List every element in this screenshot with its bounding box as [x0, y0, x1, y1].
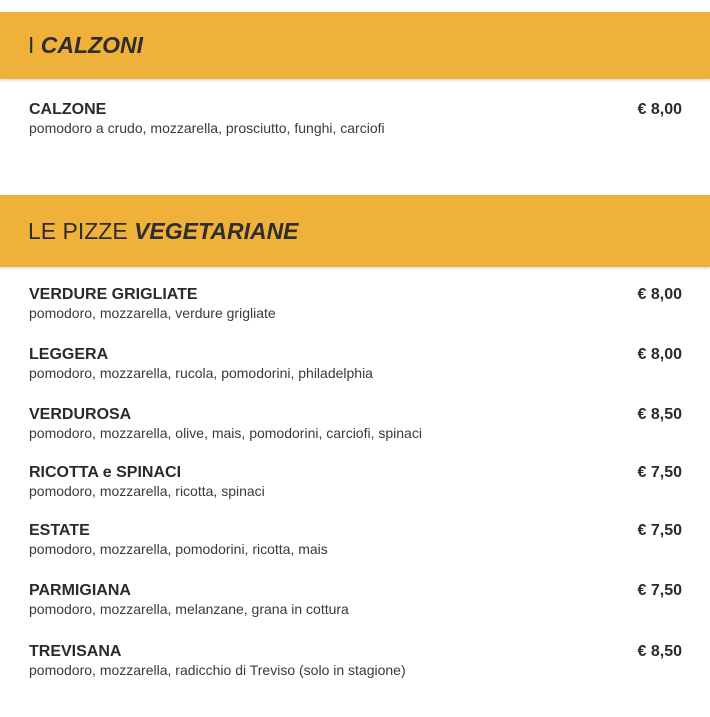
item-price: € 8,00 — [637, 346, 682, 363]
section-title — [28, 218, 299, 245]
item-description: pomodoro, mozzarella, pomodorini, ricotta, mais — [29, 541, 328, 557]
item-description: pomodoro, mozzarella, ricotta, spinaci — [29, 483, 265, 499]
menu-item-trevisana — [29, 642, 682, 679]
item-price: € 7,50 — [637, 582, 682, 599]
item-name: ESTATE — [29, 522, 90, 539]
item-description: pomodoro, mozzarella, verdure grigliate — [29, 305, 276, 321]
section-header-calzoni — [0, 12, 710, 79]
menu-item-leggera — [29, 345, 682, 382]
item-name: TREVISANA — [29, 643, 122, 660]
item-description: pomodoro, mozzarella, melanzane, grana in cottura — [29, 601, 349, 617]
item-price: € 7,50 — [637, 464, 682, 481]
section-title — [28, 32, 143, 59]
item-description: pomodoro, mozzarella, olive, mais, pomodorini, carciofi, spinaci — [29, 425, 422, 441]
item-description: pomodoro, mozzarella, radicchio di Treviso (solo in stagione) — [29, 662, 406, 678]
item-price: € 8,00 — [637, 286, 682, 303]
menu-item-ricotta-spinaci — [29, 463, 682, 500]
item-name: LEGGERA — [29, 346, 109, 363]
menu-item-parmigiana — [29, 581, 682, 618]
menu-item-verdure-grigliate — [29, 285, 682, 322]
menu-item-estate — [29, 521, 682, 558]
item-price: € 8,50 — [637, 643, 682, 660]
item-name: VERDURE GRIGLIATE — [29, 286, 198, 303]
item-price: € 8,00 — [637, 101, 682, 118]
item-name: PARMIGIANA — [29, 582, 131, 599]
menu-item-verdurosa — [29, 405, 682, 442]
item-name: RICOTTA e SPINACI — [29, 464, 182, 481]
item-price: € 7,50 — [637, 522, 682, 539]
item-price: € 8,50 — [637, 406, 682, 423]
section-title-emphasis: VEGETARIANE — [134, 218, 299, 244]
section-title-plain: I — [28, 32, 41, 58]
item-name: VERDUROSA — [29, 406, 132, 423]
item-name: CALZONE — [29, 101, 107, 118]
item-description: pomodoro a crudo, mozzarella, prosciutto, funghi, carciofi — [29, 120, 385, 136]
menu-item-calzone — [29, 100, 682, 137]
item-description: pomodoro, mozzarella, rucola, pomodorini, philadelphia — [29, 365, 373, 381]
section-title-emphasis: CALZONI — [40, 32, 143, 58]
section-header-vegetariane — [0, 195, 710, 267]
section-title-plain: LE PIZZE — [28, 218, 135, 244]
